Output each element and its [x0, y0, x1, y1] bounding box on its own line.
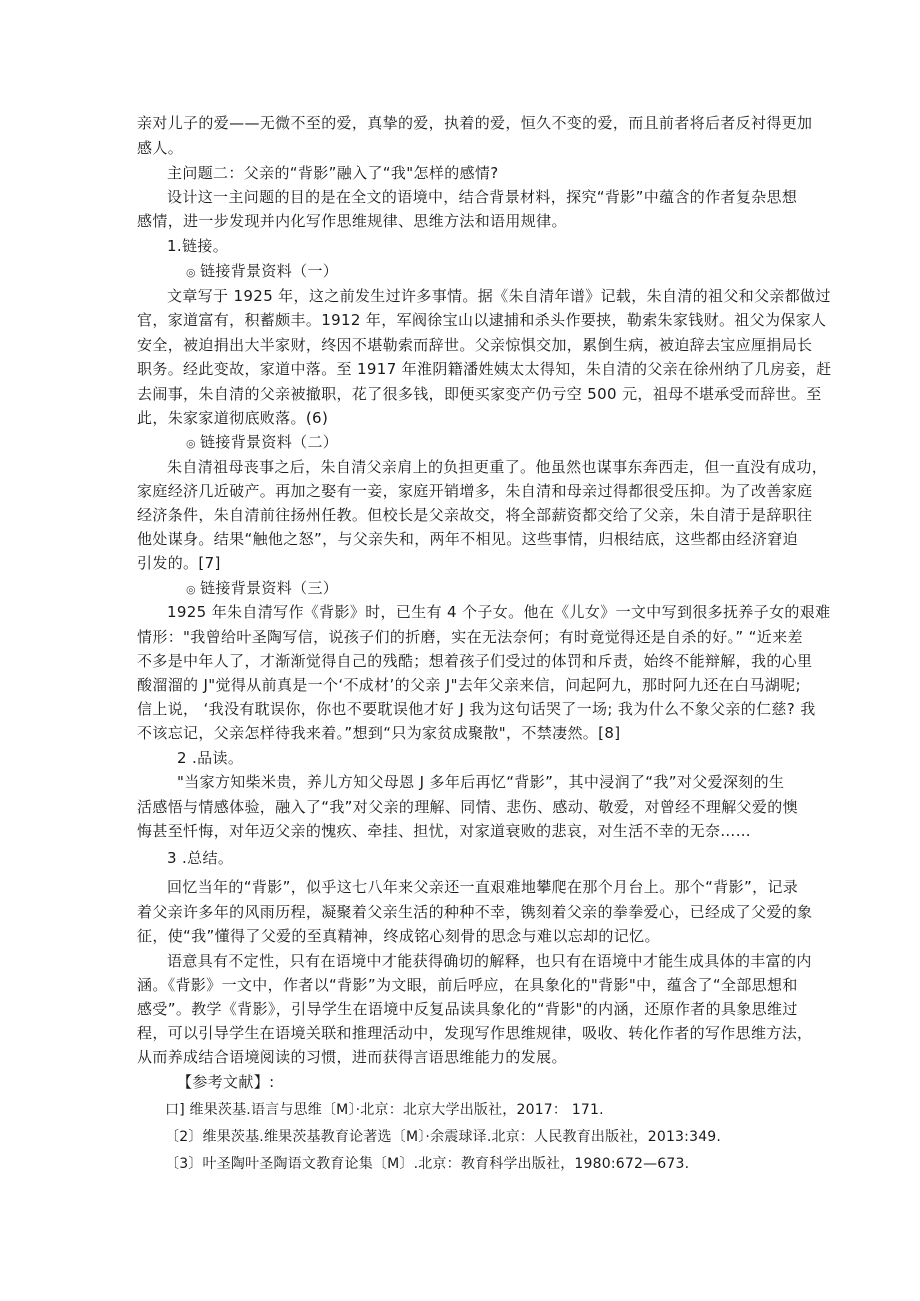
reference-item: 〔2〕维果茨基.维果茨基教育论著选〔M〕·余震球译.北京：人民教育出版社，2013:349.	[165, 1129, 722, 1145]
paragraph-line: 此，朱家家道彻底败落。(6)	[137, 409, 329, 427]
paragraph-line: 经济条件，朱自清前往扬州任教。但校长是父亲故交，将全部薪资都交给了父亲，朱自清于是辞职往	[137, 506, 813, 524]
bullet-icon: ◎	[186, 266, 196, 279]
paragraph-line: 设计这一主问题的目的是在全文的语境中，结合背景材料，探究“背影”中蕴含的作者复杂思想	[167, 188, 798, 206]
paragraph-line: 感人。	[137, 139, 184, 157]
paragraph-line: 感情，进一步发现并内化写作思维规律、思维方法和语用规律。	[137, 212, 567, 230]
paragraph-line: 情形："我曾给叶圣陶写信，说孩子们的折磨，实在无法奈何；有时竟觉得还是自杀的好。” “近来差	[137, 628, 803, 646]
paragraph-line: 亲对儿子的爱——无微不至的爱，真挚的爱，执着的爱，恒久不变的爱，而且前者将后者反衬得更加	[137, 114, 813, 132]
paragraph-line: 职务。经此变故，家道中落。至 1917 年淮阴籍潘姓姨太太得知，朱自清的父亲在徐州纳了几房妾，赶	[137, 360, 832, 378]
paragraph-line: 悔甚至忏悔，对年迈父亲的愧疚、牵挂、担忧，对家道衰败的悲哀，对生活不幸的无奈……	[137, 822, 752, 840]
reference-item: 口] 维果茨基.语言与思维〔M〕·北京：北京大学出版社，2017： 171.	[165, 1102, 604, 1118]
paragraph-line: 安全，被迫捐出大半家财，终因不堪勒索而辞世。父亲惊惧交加，累倒生病，被迫辞去宝应厘捐局长	[137, 336, 813, 354]
paragraph-line: 他处谋身。结果“触他之怒”，与父亲失和，两年不相见。这些事情，归根结底，这些都由经济窘迫	[137, 530, 798, 548]
bullet-heading: ◎ 链接背景资料（三）	[186, 577, 338, 601]
reference-item: 〔3〕叶圣陶叶圣陶语文教育论集〔M〕.北京：教育科学出版社，1980:672—673.	[165, 1156, 690, 1172]
paragraph-line: 信上说， ‘我没有耽误你，你也不要耽误他才好 J 我为这句话哭了一场; 我为什么不象父亲的仁慈? 我	[137, 700, 816, 718]
paragraph-line: 语意具有不定性，只有在语境中才能获得确切的解释，也只有在语境中才能生成具体的丰富的内	[167, 952, 812, 970]
paragraph-line: 回忆当年的“背影”，似乎这七八年来父亲还一直艰难地攀爬在那个月台上。那个“背影”，记录	[167, 878, 799, 896]
paragraph-line: 文章写于 1925 年，这之前发生过许多事情。据《朱自清年谱》记载，朱自清的祖父和父亲都做过	[167, 287, 831, 305]
paragraph-line: 引发的。[7]	[137, 554, 221, 572]
paragraph-line: 1925 年朱自清写作《背影》时，已生有 4 个子女。他在《儿女》一文中写到很多抚养子女的艰难	[167, 603, 831, 621]
paragraph-line: 不该忘记，父亲怎样待我来着。”想到“只为家贫成聚散"，不禁凄然。[8]	[137, 724, 621, 742]
paragraph-line: 不多是中年人了，才渐渐觉得自己的残酷；想着孩子们受过的体罚和斥责，始终不能辩解，我的心里	[137, 652, 813, 670]
paragraph-line: 去闹事，朱自清的父亲被撤职，花了很多钱，即便买家变产仍亏空 500 元，祖母不堪承受而辞世。至	[137, 385, 822, 403]
paragraph-line: 家庭经济几近破产。再加之娶有一妾，家庭开销增多，朱自清和母亲过得都很受压抑。为了改善家庭	[137, 482, 813, 500]
paragraph-line: 涵。《背影》一文中，作者以“背影”为文眼，前后呼应，在具象化的"背影"中，蕴含了“全部思想和	[137, 976, 798, 994]
bullet-heading: ◎ 链接背景资料（一）	[186, 260, 338, 284]
section-heading: 1.链接。	[167, 237, 229, 255]
section-heading: 3 .总结。	[167, 849, 234, 867]
paragraph-line: 感受”。教学《背影》，引导学生在语境中反复品读具象化的“背影"的内涵，还原作者的具象思维过	[137, 1000, 798, 1018]
bullet-heading: ◎ 链接背景资料（二）	[186, 431, 338, 455]
paragraph-line: 朱自清祖母丧事之后，朱自清父亲肩上的负担更重了。他虽然也谋事东奔西走，但一直没有成功，	[167, 458, 828, 476]
paragraph-line: 酸溜溜的 J"觉得从前真是一个‘不成材’的父亲 J"去年父亲来信，问起阿九，那时阿九还在白马湖呢;	[137, 676, 801, 694]
paragraph-line: 活感悟与情感体验，融入了“我”对父亲的理解、同情、悲伤、感动、敬爱，对曾经不理解父爱的懊	[137, 798, 798, 816]
paragraph-line: 程，可以引导学生在语境关联和推理活动中，发现写作思维规律，吸收、转化作者的写作思维方法，	[137, 1024, 813, 1042]
section-heading: 2 .品读。	[177, 749, 244, 767]
paragraph-line: 征，使“我”懂得了父爱的至真精神，终成铭心刻骨的思念与难以忘却的记忆。	[137, 927, 660, 945]
paragraph-line: 着父亲许多年的风雨历程，凝聚着父亲生活的种种不幸，镌刻着父亲的拳拳爱心，已经成了父爱的象	[137, 903, 813, 921]
bullet-icon: ◎	[186, 583, 196, 596]
paragraph-line: "当家方知柴米贵，养儿方知父母恩 J 多年后再忆“背影”，其中浸润了“我”对父爱深刻的生	[177, 773, 785, 791]
references-heading: 【参考文献】:	[177, 1073, 275, 1091]
bullet-icon: ◎	[186, 437, 196, 450]
main-question-heading: 主问题二：父亲的“背影”融入了“我"怎样的感情?	[167, 164, 499, 182]
paragraph-line: 官，家道富有，积蓄颇丰。1912 年，军阀徐宝山以逮捕和杀头作要挟，勒索朱家钱财。祖父为保家人	[137, 311, 827, 329]
paragraph-line: 从而养成结合语境阅读的习惯，进而获得言语思维能力的发展。	[137, 1048, 567, 1066]
